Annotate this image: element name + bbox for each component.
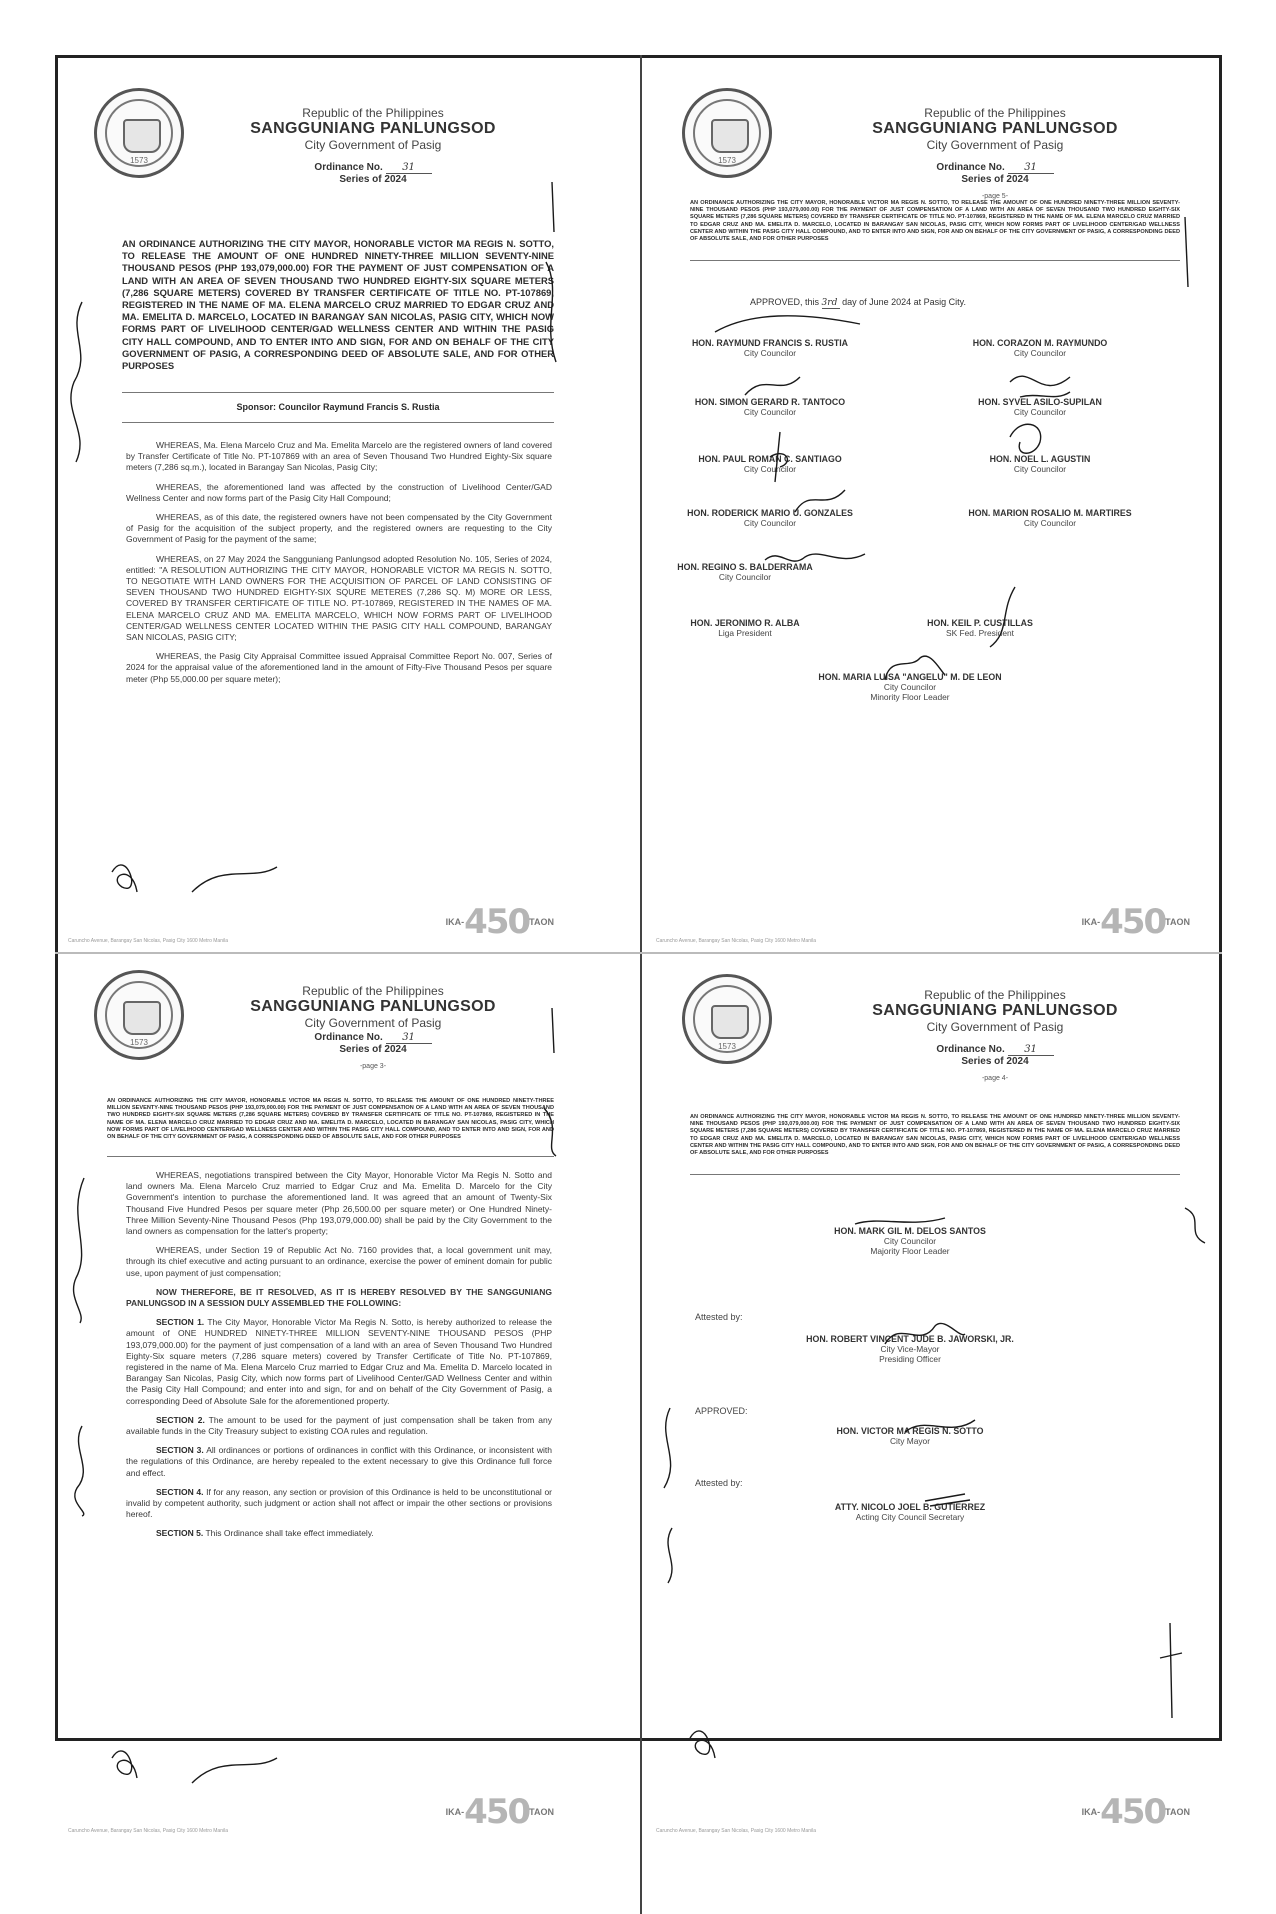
signatory: HON. MARIA LUISA "ANGELU" M. DE LEON City Councilor Minority Floor Leader xyxy=(818,672,1002,702)
page-label: -page 3- xyxy=(359,1063,387,1070)
margin-signature xyxy=(1150,1618,1190,1728)
city-government: City Government of Pasig xyxy=(304,138,442,152)
ordinance-body xyxy=(126,1170,552,1548)
margin-signature xyxy=(532,998,572,1158)
signatory: HON. CORAZON M. RAYMUNDO City Councilor xyxy=(972,338,1108,358)
page-divider-vertical xyxy=(640,55,642,1914)
attested-by-label: Attested by: xyxy=(695,1478,743,1488)
whereas-clause: WHEREAS, as of this date, the registered owners have not been compensated by the City Government of Pasig for the acquisition of the subject property, and the registered owners are requesting to the City Government of Pasig for the payment of the same; xyxy=(126,512,552,545)
secretary-signatory: ATTY. NICOLO JOEL B. GUTIERREZ Acting City Council Secretary xyxy=(834,1502,986,1522)
republic-line: Republic of the Philippines xyxy=(302,106,444,120)
margin-signature xyxy=(1180,1198,1210,1248)
footer-signatures xyxy=(102,1728,302,1798)
section: SECTION 5. This Ordinance shall take effect immediately. xyxy=(156,1528,374,1539)
section: SECTION 2. The amount to be used for the payment of just compensation shall be taken from any available funds in the City Treasury subject to existing COA rules and regulation. xyxy=(126,1414,552,1437)
whereas-clause: WHEREAS, on 27 May 2024 the Sangguniang Panlungsod adopted Resolution No. 105, Series of 2024, entitled: "A RESOLUTION AUTHORIZING THE CITY MAYOR, HONORABLE VICTOR MA REGIS N. SOTTO, TO NEGOTIATE WITH LAND OWNERS FOR THE ACQUISITION OF PARCEL OF LAND CONSISTING OF SEVEN THOUSAND TWO HUNDRED EIGHTY-SIX SQURE METERES (7,286 SQ. M) MORE OR LESS, COVERED BY TRANSFER CERTIFICATE OF TITLE NO. PT-107869, REGISTERED IN THE NAMES OF MA. ELENA MARCELO CRUZ AND MA. EMELITA MARCELO, WHICH NOW FORMS PART OF LIVELIHOOD CENTER/GAD WELLNESS CENTER LOCATED WITHIN THE PASIG CITY HALL COMPOUND, BARANGAY SAN NICOLAS, PASIG CITY; xyxy=(126,553,552,643)
signature-scribble xyxy=(1000,362,1080,407)
attested-by-label: Attested by: xyxy=(695,1312,743,1322)
ordinance-title: AN ORDINANCE AUTHORIZING THE CITY MAYOR, HONORABLE VICTOR MA REGIS N. SOTTO, TO RELEASE THE AMOUNT OF ONE HUNDRED NINETY-THREE MILLION SEVENTY-NINE THOUSAND PESOS (PHP 193,079,000.00) FOR THE PAYMENT OF JUST COMPENSATION OF A LAND WITH AN AREA OF SEVEN THOUSAND TWO HUNDRED EIGHTY-SIX SQUARE METERS (7,286 SQUARE METERS) COVERED BY TRANSFER CERTIFICATE OF TITLE NO. PT-107869, REGISTERED IN THE NAME OF MA. ELENA MARCELO CRUZ MARRIED TO EDGAR CRUZ AND MA. EMELITA D. MARCELO, LOCATED IN BARANGAY SAN NICOLAS, PASIG CITY, WHICH NOW FORMS PART OF LIVELIHOOD CENTER/GAD WELLNESS CENTER AND WITHIN THE PASIG CITY HALL COMPOUND, AND TO ENTER INTO AND SIGN, FOR AND ON BEHALF OF THE CITY GOVERNMENT OF PASIG, A CORRESPONDING DEED OF ABSOLUTE SALE, AND FOR OTHER PURPOSES xyxy=(690,200,1180,243)
signature-scribble xyxy=(760,427,800,487)
footer-address: Caruncho Avenue, Barangay San Nicolas, Pasig City 1600 Metro Manila xyxy=(68,938,228,944)
footer-address: Caruncho Avenue, Barangay San Nicolas, Pasig City 1600 Metro Manila xyxy=(68,1828,228,1834)
signature-scribble xyxy=(790,482,850,522)
page-1 xyxy=(62,62,574,948)
divider xyxy=(122,392,554,393)
page-3 xyxy=(62,958,574,1838)
divider xyxy=(690,1174,1180,1175)
ika-450-taon-logo: IKA-450TAON xyxy=(445,902,554,942)
page-2 xyxy=(650,62,1210,948)
footer-signature xyxy=(680,1708,740,1768)
ordinance-title: AN ORDINANCE AUTHORIZING THE CITY MAYOR, HONORABLE VICTOR MA REGIS N. SOTTO, TO RELEASE THE AMOUNT OF ONE HUNDRED NINETY-THREE MILLION SEVENTY-NINE THOUSAND PESOS (PHP 193,079,000.00) FOR THE PAYMENT OF JUST COMPENSATION OF A LAND WITH AN AREA OF SEVEN THOUSAND TWO HUNDRED EIGHTY-SIX SQUARE METERS (7,286 SQUARE METERS) COVERED BY TRANSFER CERTIFICATE OF TITLE NO. PT-107869, REGISTERED IN THE NAME OF MA. ELENA MARCELO CRUZ MARRIED TO EDGAR CRUZ AND MA. EMELITA D. MARCELO, LOCATED IN BARANGAY SAN NICOLAS, PASIG CITY, WHICH NOW FORMS PART OF LIVELIHOOD CENTER/GAD WELLNESS CENTER AND WITHIN THE PASIG CITY HALL COMPOUND, AND TO ENTER INTO AND SIGN, FOR AND ON BEHALF OF THE CITY GOVERNMENT OF PASIG, A CORRESPONDING DEED OF ABSOLUTE SALE, AND FOR OTHER PURPOSES xyxy=(122,238,554,372)
footer-address: Caruncho Avenue, Barangay San Nicolas, Pasig City 1600 Metro Manila xyxy=(656,938,816,944)
signatory: HON. RAYMUND FRANCIS S. RUSTIA City Councilor xyxy=(691,338,849,358)
ordinance-title: AN ORDINANCE AUTHORIZING THE CITY MAYOR, HONORABLE VICTOR MA REGIS N. SOTTO, TO RELEASE THE AMOUNT OF ONE HUNDRED NINETY-THREE MILLION SEVENTY-NINE THOUSAND PESOS (PHP 193,079,000.00) FOR THE PAYMENT OF JUST COMPENSATION OF A LAND WITH AN AREA OF SEVEN THOUSAND TWO HUNDRED EIGHTY-SIX SQUARE METERS (7,286 SQUARE METERS) COVERED BY TRANSFER CERTIFICATE OF TITLE NO. PT-107869, REGISTERED IN THE NAME OF MA. ELENA MARCELO CRUZ MARRIED TO EDGAR CRUZ AND MA. EMELITA D. MARCELO, LOCATED IN BARANGAY SAN NICOLAS, PASIG CITY, WHICH NOW FORMS PART OF LIVELIHOOD CENTER/GAD WELLNESS CENTER AND WITHIN THE PASIG CITY HALL COMPOUND, AND TO ENTER INTO AND SIGN, FOR AND ON BEHALF OF THE CITY GOVERNMENT OF PASIG, A CORRESPONDING DEED OF ABSOLUTE SALE, AND FOR OTHER PURPOSES xyxy=(107,1098,554,1141)
signature-scribble xyxy=(740,367,810,402)
signature-scribble xyxy=(1000,417,1050,462)
ika-450-taon-logo: IKA-450TAON xyxy=(1081,1792,1190,1832)
resolution-clause: NOW THEREFORE, BE IT RESOLVED, AS IT IS HEREBY RESOLVED BY THE SANGGUNIANG PANLUNGSOD IN A SESSION DULY ASSEMBLED THE FOLLOWING: xyxy=(126,1286,552,1309)
margin-signature xyxy=(532,172,572,372)
council-name: SANGGUNIANG PANLUNGSOD xyxy=(250,120,496,137)
whereas-clauses xyxy=(126,440,552,693)
ika-450-taon-logo: IKA-450TAON xyxy=(1081,902,1190,942)
signature-scribble xyxy=(900,1410,980,1440)
section: SECTION 1. The City Mayor, Honorable Victor Ma Regis N. Sotto, is hereby authorized to release the amount of ONE HUNDRED NINETY-THREE MILLION SEVENTY-NINE THOUSAND PESOS (PHP 193,079,000.00) for the payment of just compensation of a land with an area of Seven Thousand Two Hundred Eighty-Six square meters (7,286 square meters) covered by Transfer Certificate of Title No. PT-107869, registered in the name of Ma. Elena Marcelo Cruz married to Edgar Cruz and Ma. Emelita D. Marcelo located in Barangay San Nicolas, Pasig City, which now forms part of Livelihood Center/GAD Wellness Center and within the Pasig City Hall Compound; and enter into and sign, for and on behalf of the City Government of Pasig, a corresponding Deed of Absolute Sale for the aforementioned property. xyxy=(126,1317,552,1406)
signature-scribble xyxy=(880,1314,970,1354)
whereas-clause: WHEREAS, negotiations transpired between the City Mayor, Honorable Victor Ma Regis N. Sotto and land owners Ma. Elena Marcelo Cruz married to Edgar Cruz and Ma. Emelita D. Marcelo for the City Government's intention to purchase the aforementioned land. It was agreed that an amount of Twenty-Six Thousand Five Hundred Pesos per square meter (Php 26,500.00 per square meter) or One Hundred Ninety-Three Million Seventy-Nine Thousand Pesos (Php 193,079,000.00) shall be paid by the City Government to the land owners as compensation for the latter's property; xyxy=(126,1170,552,1237)
margin-signature xyxy=(650,1398,690,1588)
page-4 xyxy=(650,958,1210,1838)
page-header: Republic of the Philippines SANGGUNIANG PANLUNGSOD City Government of Pasig Ordinance No. 31 Series of 2024 -page 4- xyxy=(790,988,1200,1082)
whereas-clause: WHEREAS, the Pasig City Appraisal Committee issued Appraisal Committee Report No. 007, Series of 2024 for the appraisal value of the aforementioned land in the amount of Fifty-Five Thousand Pesos per square meter (Php 55,000.00 per square meter); xyxy=(126,651,552,684)
margin-signature xyxy=(62,1418,102,1518)
approved-label: APPROVED: xyxy=(695,1406,748,1416)
divider xyxy=(107,1156,554,1157)
signature-scribble xyxy=(710,302,870,342)
page-header xyxy=(182,106,564,185)
signatory: HON. NOEL L. AGUSTIN City Councilor xyxy=(989,454,1091,474)
signatory: HON. SIMON GERARD R. TANTOCO City Councilor xyxy=(694,397,846,417)
city-seal-icon: 1573 xyxy=(94,88,184,178)
section: SECTION 3. All ordinances or portions of ordinances in conflict with this Ordinance, or inconsistent with the regulations of this Ordinance, are hereby repealed to the extent necessary to give this Ordinance full force and effect. xyxy=(126,1445,552,1478)
signature-scribble xyxy=(880,650,950,690)
signatory: HON. KEIL P. CUSTILLAS SK Fed. President xyxy=(927,618,1033,638)
margin-signature xyxy=(62,292,102,472)
signatory: HON. JERONIMO R. ALBA Liga President xyxy=(690,618,800,638)
city-seal-icon: 1573 xyxy=(682,88,772,178)
divider xyxy=(690,260,1180,261)
divider xyxy=(122,422,554,423)
signature-scribble xyxy=(760,542,870,572)
signature-scribble xyxy=(850,1208,950,1232)
section: SECTION 4. If for any reason, any section or provision of this Ordinance is held to be unconstitutional or invalid by competent authority, such judgment or action shall not affect or impair the other sections or provisions hereof. xyxy=(126,1486,552,1520)
signatory: HON. REGINO S. BALDERRAMA City Councilor xyxy=(677,562,813,582)
whereas-clause: WHEREAS, under Section 19 of Republic Act No. 7160 provides that, a local government unit may, through its chief executive and acting pursuant to an ordinance, exercise the power of eminent domain for public use, upon payment of just compensation; xyxy=(126,1245,552,1278)
signatory: HON. RODERICK MARIO U. GONZALES City Councilor xyxy=(687,508,853,528)
sponsor-line: Sponsor: Councilor Raymund Francis S. Rustia xyxy=(236,402,440,412)
page-header: Republic of the Philippines SANGGUNIANG PANLUNGSOD City Government of Pasig Ordinance No. 31 Series of 2024 -page 3- xyxy=(182,984,564,1070)
footer-address: Caruncho Avenue, Barangay San Nicolas, Pasig City 1600 Metro Manila xyxy=(656,1828,816,1834)
whereas-clause: WHEREAS, the aforementioned land was affected by the construction of Livelihood Center/GAD Wellness Center and now forms part of the Pasig City Hall Compound; xyxy=(126,481,552,503)
city-seal-icon: 1573 xyxy=(94,970,184,1060)
signature-scribble xyxy=(980,582,1030,652)
margin-signature xyxy=(62,1168,102,1328)
page-header: Republic of the Philippines SANGGUNIANG PANLUNGSOD City Government of Pasig Ordinance No. 31 Series of 2024 -page 5- xyxy=(790,106,1200,200)
majority-leader-signatory: HON. MARK GIL M. DELOS SANTOS City Councilor Majority Floor Leader xyxy=(834,1226,986,1256)
page-divider-horizontal xyxy=(55,952,1222,954)
footer-signatures xyxy=(102,842,302,912)
page-label: -page 5- xyxy=(981,193,1009,200)
vice-mayor-signatory: HON. ROBERT VINCENT JUDE B. JAWORSKI, JR. City Vice-Mayor Presiding Officer xyxy=(806,1334,1014,1364)
whereas-clause: WHEREAS, Ma. Elena Marcelo Cruz and Ma. Emelita Marcelo are the registered owners of land covered by Transfer Certificate of Title No. PT-107869 with an area of Seven Thousand Two Hundred Eighty-Six square meters (7,286 sq.m.), located in Barangay San Nicolas, Pasig City; xyxy=(126,440,552,473)
approved-date: APPROVED, this 3rd day of June 2024 at Pasig City. xyxy=(750,297,966,308)
ika-450-taon-logo: IKA-450TAON xyxy=(445,1792,554,1832)
signature-scribble xyxy=(920,1486,980,1510)
city-seal-icon: 1573 xyxy=(682,974,772,1064)
signatory: HON. SYVEL ASILO-SUPILAN City Councilor xyxy=(978,397,1102,417)
signatory: HON. PAUL ROMAN C. SANTIAGO City Councilor xyxy=(698,454,842,474)
page-label: -page 4- xyxy=(981,1075,1009,1082)
ordinance-number: Ordinance No. 31 Series of 2024 xyxy=(182,162,564,185)
mayor-signatory: HON. VICTOR MA REGIS N. SOTTO City Mayor xyxy=(836,1426,984,1446)
margin-signature xyxy=(1170,212,1200,292)
signatory: HON. MARION ROSALIO M. MARTIRES City Councilor xyxy=(968,508,1132,528)
ordinance-title: AN ORDINANCE AUTHORIZING THE CITY MAYOR, HONORABLE VICTOR MA REGIS N. SOTTO, TO RELEASE THE AMOUNT OF ONE HUNDRED NINETY-THREE MILLION SEVENTY-NINE THOUSAND PESOS (PHP 193,079,000.00) FOR THE PAYMENT OF JUST COMPENSATION OF A LAND WITH AN AREA OF SEVEN THOUSAND TWO HUNDRED EIGHTY-SIX SQUARE METERS (7,286 SQUARE METERS) COVERED BY TRANSFER CERTIFICATE OF TITLE NO. PT-107869, REGISTERED IN THE NAME OF MA. ELENA MARCELO CRUZ MARRIED TO EDGAR CRUZ AND MA. EMELITA D. MARCELO, LOCATED IN BARANGAY SAN NICOLAS, PASIG CITY, WHICH NOW FORMS PART OF LIVELIHOOD CENTER/GAD WELLNESS CENTER AND WITHIN THE PASIG CITY HALL COMPOUND, AND TO ENTER INTO AND SIGN, FOR AND ON BEHALF OF THE CITY GOVERNMENT OF PASIG, A CORRESPONDING DEED OF ABSOLUTE SALE, AND FOR OTHER PURPOSES xyxy=(690,1114,1180,1157)
